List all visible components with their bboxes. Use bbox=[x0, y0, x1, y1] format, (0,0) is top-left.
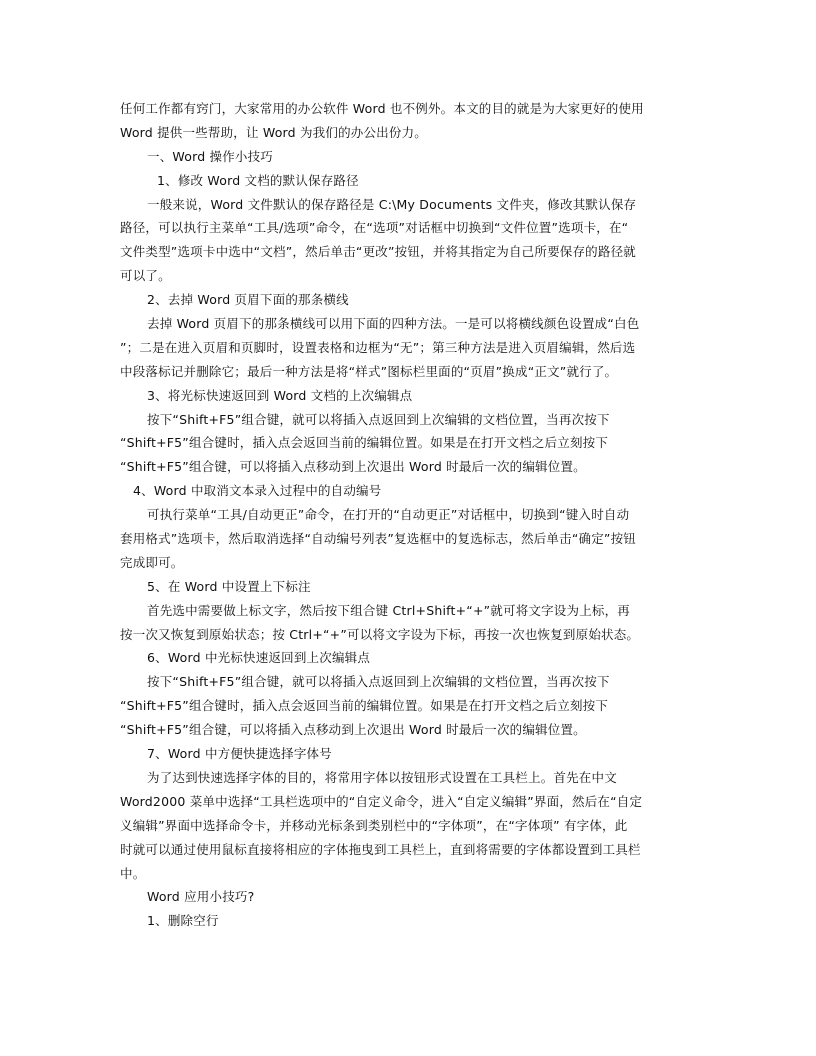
paragraph-line: 可以了。 bbox=[120, 268, 171, 284]
paragraph-line: 按下“Shift+F5”组合键，就可以将插入点返回到上次编辑的文档位置，当再次按下 bbox=[147, 411, 610, 427]
subsection-heading: 2、去掉 Word 页眉下面的那条横线 bbox=[147, 292, 349, 308]
subsection-heading: 4、Word 中取消文本录入过程中的自动编号 bbox=[133, 483, 382, 499]
paragraph-line: 为了达到快速选择字体的目的，将常用字体以按钮形式设置在工具栏上。首先在中文 bbox=[147, 769, 617, 785]
document-body bbox=[120, 97, 700, 933]
paragraph-line: 时就可以通过使用鼠标直接将相应的字体拖曳到工具栏上，直到将需要的字体都设置到工具栏 bbox=[120, 841, 641, 857]
paragraph-line: 按一次又恢复到原始状态；按 Ctrl+“+”可以将文字设为下标，再按一次也恢复到原始状态。 bbox=[120, 626, 640, 642]
paragraph-line: “Shift+F5”组合键，可以将插入点移动到上次退出 Word 时最后一次的编辑位置。 bbox=[120, 459, 586, 475]
paragraph-line: ”；二是在进入页眉和页脚时，设置表格和边框为“无”；第三种方法是进入页眉编辑，然后选 bbox=[120, 339, 636, 355]
paragraph-line: 义编辑”界面中选择命令卡，并移动光标条到类别栏中的“字体项”，在“字体项” 有字体，此 bbox=[120, 817, 628, 833]
paragraph-line: 去掉 Word 页眉下的那条横线可以用下面的四种方法。一是可以将横线颜色设置成“白色 bbox=[147, 316, 640, 332]
subsection-heading: 5、在 Word 中设置上下标注 bbox=[147, 578, 311, 594]
subsection-heading: 6、Word 中光标快速返回到上次编辑点 bbox=[147, 650, 371, 666]
paragraph-line: 中段落标记并删除它；最后一种方法是将“样式”图标栏里面的“页眉”换成“正文”就行了。 bbox=[120, 363, 618, 379]
section-heading: 一、Word 操作小技巧 bbox=[147, 148, 274, 164]
subsection-heading: 1、修改 Word 文档的默认保存路径 bbox=[157, 172, 359, 188]
paragraph-line: 按下“Shift+F5”组合键，就可以将插入点返回到上次编辑的文档位置，当再次按下 bbox=[147, 674, 610, 690]
paragraph-line: 一般来说，Word 文件默认的保存路径是 C:\My Documents 文件夹，修改其默认保存 bbox=[147, 196, 637, 212]
subsection-heading: 1、删除空行 bbox=[147, 913, 219, 929]
paragraph-line: 中。 bbox=[120, 865, 146, 881]
paragraph-line: 可执行菜单“工具/自动更正”命令，在打开的“自动更正”对话框中，切换到“键入时自动 bbox=[147, 507, 630, 523]
paragraph-line: Word 提供一些帮助，让 Word 为我们的办公出份力。 bbox=[120, 124, 427, 140]
paragraph-line: 套用格式”选项卡，然后取消选择“自动编号列表”复选框中的复选标志，然后单击“确定”按钮 bbox=[120, 531, 636, 547]
subsection-heading: 7、Word 中方便快捷选择字体号 bbox=[147, 746, 332, 762]
paragraph-line: 首先选中需要做上标文字，然后按下组合键 Ctrl+Shift+“+”就可将文字设为上标，再 bbox=[147, 602, 631, 618]
paragraph-line: 完成即可。 bbox=[120, 554, 184, 570]
paragraph-line: Word2000 菜单中选择“工具栏选项中的“自定义命令，进入“自定义编辑”界面，然后在“自定 bbox=[120, 793, 643, 809]
paragraph-line: “Shift+F5”组合键，可以将插入点移动到上次退出 Word 时最后一次的编辑位置。 bbox=[120, 722, 586, 738]
paragraph-line: 任何工作都有窍门，大家常用的办公软件 Word 也不例外。本文的目的就是为大家更好的使用 bbox=[120, 101, 644, 116]
subsection-heading: 3、将光标快速返回到 Word 文档的上次编辑点 bbox=[147, 387, 413, 403]
paragraph-line: “Shift+F5”组合键时，插入点会返回当前的编辑位置。如果是在打开文档之后立刻按下 bbox=[120, 698, 609, 714]
paragraph-line: “Shift+F5”组合键时，插入点会返回当前的编辑位置。如果是在打开文档之后立刻按下 bbox=[120, 435, 609, 451]
paragraph-line: 路径，可以执行主菜单“工具/选项”命令，在“选项”对话框中切换到“文件位置”选项卡，在“ bbox=[120, 220, 629, 236]
paragraph-line: 文件类型”选项卡中选中“文档”，然后单击“更改”按钮，并将其指定为自己所要保存的路径就 bbox=[120, 244, 636, 260]
section-heading: Word 应用小技巧? bbox=[147, 889, 255, 905]
